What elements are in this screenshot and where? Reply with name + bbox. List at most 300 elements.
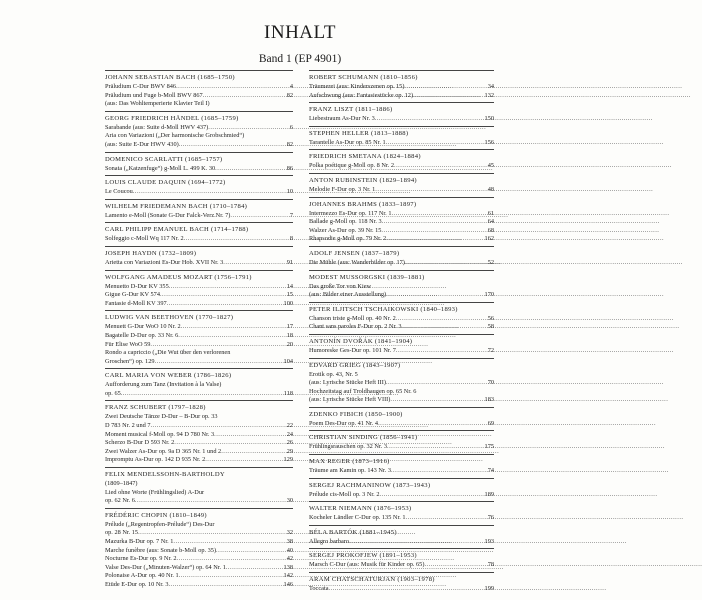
piece-row: [105, 431, 293, 440]
dot-leader: [424, 561, 487, 570]
dot-leader: [406, 514, 488, 523]
page-number: 26: [286, 439, 293, 447]
page-number: 24: [286, 430, 293, 438]
composer-name: CHRISTIAN SINDING (1856–1941): [309, 434, 418, 442]
piece-row: [105, 456, 293, 465]
piece-row: [309, 514, 494, 523]
piece-title: Chant sans paroles F-Dur op. 2 Nr. 3: [309, 323, 402, 331]
piece-title: Chanson triste g-Moll op. 40 Nr. 2: [309, 314, 396, 322]
dot-leader: [155, 358, 284, 367]
piece-title: Zwei Walzer As-Dur op. 9a D 365 Nr. 1 und 2: [105, 447, 222, 455]
piece-row: [105, 381, 293, 390]
composer-entry: [105, 70, 293, 111]
piece-title: Liebestraum As-Dur Nr. 3: [309, 115, 375, 123]
page-number: 8: [289, 235, 293, 243]
dot-leader: [184, 235, 290, 244]
page-number: 78: [487, 561, 494, 569]
composer-entry: [309, 358, 494, 407]
dot-leader: [214, 431, 287, 440]
page-number: 68: [487, 226, 494, 234]
dot-leader: [386, 379, 488, 388]
piece-title: Sarabande (aus: Suite d-Moll HWV 437): [105, 123, 209, 131]
page-number: 138: [283, 563, 293, 571]
piece-row: [105, 124, 293, 133]
composer-name: SERGEJ RACHMANINOW (1873–1943): [309, 481, 431, 489]
piece-row: [309, 291, 494, 300]
composer-name: BÉLA BARTÓK (1881–1945): [309, 528, 397, 536]
toc-right-column: [309, 70, 494, 596]
composer-name: ANTONÍN DVOŘÁK (1841–1904): [309, 337, 413, 345]
piece-row: [105, 83, 293, 92]
composer-name: MAX REGER (1873–1916): [309, 458, 390, 466]
piece-row: [105, 439, 293, 448]
piece-row: [309, 396, 494, 405]
piece-row: [105, 132, 293, 141]
piece-row: [309, 186, 494, 195]
dot-leader: [160, 291, 287, 300]
piece-title: Fantasie d-Moll KV 397: [105, 299, 167, 307]
piece-row: [309, 259, 494, 268]
composer-name: ANTON RUBINSTEIN (1829–1894): [309, 176, 417, 184]
dot-leader: [178, 332, 286, 341]
piece-title: Tarantelle As-Dur op. 85 Nr. 1: [309, 138, 386, 146]
page-number: 129: [283, 456, 293, 464]
piece-row: [105, 422, 293, 431]
composer-name: GEORG FRIEDRICH HÄNDEL (1685–1759): [105, 114, 239, 122]
dot-leader: [391, 467, 488, 476]
composer-entry: [309, 478, 494, 502]
composer-name: EDVARD GRIEG (1843–1907): [309, 361, 401, 369]
piece-row: [309, 283, 494, 292]
dot-leader: [205, 456, 283, 465]
piece-title: Polka poétique g-Moll op. 8 Nr. 2: [309, 162, 395, 170]
piece-row: [309, 115, 494, 124]
piece-title: Kocheler Ländler C-Dur op. 135 Nr. 1: [309, 514, 406, 522]
dot-leader: [167, 300, 284, 309]
page-number: 7: [289, 211, 293, 219]
piece-row: [105, 480, 293, 489]
dot-leader: [396, 315, 488, 324]
composer-entry: [105, 111, 293, 152]
page-number: 70: [487, 379, 494, 387]
piece-title: (aus: Lyrische Stücke Heft III): [309, 379, 386, 387]
piece-row: [309, 83, 494, 92]
composer-entry: [105, 199, 293, 223]
piece-title: (aus: Das Wohltemperierte Klavier Teil I): [105, 100, 210, 108]
page-number: 146: [283, 580, 293, 588]
composer-name: FRÉDÉRIC CHOPIN (1810–1849): [105, 511, 207, 519]
page-number: 10: [286, 188, 293, 196]
piece-title: Zwei Deutsche Tänze D-Dur – B-Dur op. 33: [105, 413, 218, 421]
piece-row: [105, 581, 293, 590]
dot-leader: [387, 443, 485, 452]
piece-row: [105, 283, 293, 292]
piece-row: [105, 212, 293, 221]
dot-leader: [391, 210, 487, 219]
composer-name: FELIX MENDELSSOHN-BARTHOLDY: [105, 471, 225, 479]
composer-entry: [309, 454, 494, 478]
piece-title: Humoreske Ges-Dur op. 101 Nr. 7: [309, 346, 396, 354]
piece-title: Sonata („Katzenfuge“) g-Moll L. 499 K. 30: [105, 164, 216, 172]
page-number: 15: [286, 291, 293, 299]
page-number: 52: [487, 258, 494, 266]
composer-name: SERGEJ PROKOFJEW (1891–1953): [309, 552, 417, 560]
piece-row: [105, 358, 293, 367]
piece-title: Marsch C-Dur (aus: Musik für Kinder op. 65): [309, 561, 425, 569]
dot-leader: [150, 422, 286, 431]
piece-row: [309, 347, 494, 356]
piece-title: Solfeggio c-Moll Wq 117 Nr. 2: [105, 235, 184, 243]
piece-title: (aus: Bilder einer Ausstellung): [309, 291, 387, 299]
piece-title: Präludium und Fuge b-Moll BWV 867: [105, 91, 203, 99]
dot-leader: [230, 212, 289, 221]
page-number: 22: [286, 422, 293, 430]
composer-entry: [309, 525, 494, 549]
composer-entry: [309, 407, 494, 431]
piece-row: [309, 139, 494, 148]
dot-leader: [328, 585, 484, 594]
dot-leader: [150, 341, 286, 350]
dot-leader: [402, 323, 488, 332]
piece-row: [309, 491, 494, 500]
piece-row: [105, 555, 293, 564]
piece-title: Gigue G-Dur KV 574: [105, 291, 160, 299]
piece-row: [309, 443, 494, 452]
composer-entry: [105, 467, 293, 508]
composer-name: LOUIS CLAUDE DAQUIN (1694–1772): [105, 179, 226, 187]
piece-row: [105, 332, 293, 341]
piece-row: [309, 92, 494, 101]
piece-title: Für Elise WoO 59: [105, 340, 151, 348]
piece-row: [105, 349, 293, 358]
piece-title: D 783 Nr. 2 und 7: [105, 422, 151, 430]
piece-title: Walzer As-Dur op. 39 Nr. 15: [309, 226, 382, 234]
composer-name: MODEST MUSSORGSKI (1839–1881): [309, 273, 425, 281]
piece-title: Aufforderung zum Tanz (Invitation à la Valse): [105, 381, 222, 389]
piece-title: Erotik op. 43, Nr. 5: [309, 370, 358, 378]
composer-name: ZDENKO FIBICH (1850–1900): [309, 410, 403, 418]
piece-row: [105, 413, 293, 422]
page-number: 18: [286, 331, 293, 339]
composer-entry: [105, 246, 293, 270]
composer-entry: [309, 302, 494, 334]
composer-entry: [309, 548, 494, 572]
composer-name: PETER ILJITSCH TSCHAIKOWSKI (1840–1893): [309, 305, 458, 313]
piece-row: [309, 210, 494, 219]
composer-name: WALTER NIEMANN (1876–1953): [309, 505, 412, 513]
dot-leader: [413, 92, 484, 101]
piece-title: Mazurka B-Dur op. 7 Nr. 1: [105, 538, 174, 545]
page-title: INHALT: [264, 22, 336, 43]
page-number: 61: [487, 209, 494, 217]
composer-name: FRANZ SCHUBERT (1797–1828): [105, 404, 206, 412]
page-number: 156: [484, 138, 494, 146]
composer-entry: [309, 246, 494, 270]
piece-row: [105, 538, 293, 547]
piece-title: Nocturne Es-Dur op. 9 Nr. 2: [105, 555, 177, 563]
piece-row: [309, 162, 494, 171]
piece-title: Impromptu As-Dur op. 142 D 935 Nr. 2: [105, 456, 206, 464]
piece-title: (1809–1847): [105, 480, 138, 488]
dot-leader: [378, 420, 488, 429]
page-number: 30: [286, 497, 293, 505]
piece-row: [105, 141, 293, 150]
piece-row: [105, 291, 293, 300]
piece-title: op. 62 Nr. 6: [105, 497, 135, 505]
page-number: 58: [487, 323, 494, 331]
dot-leader: [135, 497, 287, 506]
piece-title: Prélude cis-Moll op. 3 Nr. 2: [309, 490, 380, 498]
piece-row: [105, 390, 293, 399]
piece-title: Etüde E-Dur op. 10 Nr. 3: [105, 580, 169, 588]
composer-name: WOLFGANG AMADEUS MOZART (1756–1791): [105, 273, 252, 281]
page-number: 14: [286, 282, 293, 290]
page-number: 142: [283, 572, 293, 580]
composer-name: JOHANN SEBASTIAN BACH (1685–1750): [105, 74, 235, 81]
composer-name: STEPHEN HELLER (1813–1888): [309, 129, 409, 137]
page-number: 20: [286, 340, 293, 348]
piece-title: Valse Des-Dur („Minuten-Walzer“) op. 64 Nr. 1: [105, 563, 226, 571]
page-number: 45: [487, 162, 494, 170]
piece-row: [105, 572, 293, 581]
composer-entry: [105, 152, 293, 176]
dot-leader: [382, 218, 488, 227]
dot-leader: [133, 188, 287, 197]
piece-title: Poem Des-Dur op. 41 Nr. 4: [309, 419, 379, 427]
dot-leader: [394, 162, 488, 171]
piece-row: [309, 218, 494, 227]
page-number: 32: [286, 529, 293, 537]
piece-row: [309, 379, 494, 388]
composer-entry: [309, 173, 494, 197]
piece-row: [309, 467, 494, 476]
piece-row: [309, 538, 494, 547]
composer-entry: [105, 175, 293, 199]
piece-title: Lied ohne Worte (Frühlingslied) A-Dur: [105, 488, 205, 496]
dot-leader: [121, 390, 284, 399]
page-subtitle: Band 1 (EP 4901): [258, 53, 342, 65]
piece-title: Aria con Variazioni („Der harmonische Grobschmied“): [105, 132, 245, 140]
piece-title: op. 28 Nr. 15: [105, 529, 139, 537]
piece-title: Ballade g-Moll op. 118 Nr. 3: [309, 218, 382, 226]
piece-title: (aus: Lyrische Stücke Heft VIII): [309, 396, 391, 404]
page-number: 175: [484, 443, 494, 451]
piece-row: [105, 235, 293, 244]
dot-leader: [404, 83, 487, 92]
dot-leader: [379, 491, 484, 500]
piece-row: [309, 315, 494, 324]
piece-title: Arietta con Variazioni Es-Dur Hob. XVII Nr. 3: [105, 258, 224, 266]
dot-leader: [177, 555, 287, 564]
page-number: 183: [484, 396, 494, 404]
piece-title: (aus: Suite E-Dur HWV 430): [105, 140, 179, 148]
page-number: 6: [289, 123, 293, 131]
piece-title: Die Mühle (aus: Wanderbilder op. 17): [309, 258, 405, 266]
dot-leader: [381, 227, 487, 236]
composer-entry: [309, 102, 494, 126]
piece-title: Aufschwung (aus: Fantasiestücke op. 12): [309, 91, 414, 99]
piece-title: Intermezzo Es-Dur op. 117 Nr. 1: [309, 209, 392, 217]
dot-leader: [221, 448, 287, 457]
dot-leader: [181, 323, 287, 332]
toc-left-column: [105, 70, 293, 592]
page-number: 42: [286, 555, 293, 563]
page-number: 189: [484, 490, 494, 498]
piece-title: Rondo a capriccio („Die Wut über den verlorenen: [105, 349, 231, 357]
page-number: 82: [286, 140, 293, 148]
piece-row: [105, 92, 293, 101]
page-number: 132: [484, 91, 494, 99]
piece-row: [105, 529, 293, 538]
dot-leader: [375, 115, 485, 124]
piece-row: [309, 561, 494, 570]
page-number: 162: [484, 235, 494, 243]
piece-title: Polonaise A-Dur op. 40 Nr. 1: [105, 572, 179, 580]
piece-row: [105, 497, 293, 506]
composer-name: ADOLF JENSEN (1837–1879): [309, 249, 400, 257]
dot-leader: [405, 259, 488, 268]
composer-entry: [309, 572, 494, 596]
page-number: 29: [286, 447, 293, 455]
page-number: 199: [484, 585, 494, 593]
dot-leader: [168, 581, 283, 590]
composer-name: DOMENICO SCARLATTI (1685–1757): [105, 155, 223, 163]
dot-leader: [390, 396, 484, 405]
dot-leader: [208, 124, 290, 133]
piece-title: Rhapsodie g-Moll op. 79 Nr. 2: [309, 235, 387, 243]
dot-leader: [349, 538, 485, 547]
piece-title: Träume am Kamin op. 143 Nr. 3: [309, 467, 391, 475]
composer-entry: [309, 70, 494, 102]
piece-title: Bagatelle D-Dur op. 33 Nr. 6: [105, 331, 179, 339]
composer-entry: [309, 501, 494, 525]
piece-title: Marche funèbre (aus: Sonate b-Moll op. 35): [105, 546, 217, 554]
piece-title: Hochzeitstag auf Troldhaugen op. 65 Nr. 6: [309, 387, 417, 395]
piece-title: Le Coucou: [105, 188, 133, 196]
piece-title: Melodie F-Dur op. 3 Nr. 1: [309, 185, 376, 193]
dot-leader: [138, 529, 287, 538]
page-number: 40: [286, 546, 293, 554]
page-number: 193: [484, 537, 494, 545]
composer-entry: [105, 508, 293, 592]
dot-leader: [174, 439, 286, 448]
composer-name: ARAM CHATSCHATURJAN (1903–1978): [309, 576, 435, 584]
piece-title: Präludium C-Dur BWV 846: [105, 83, 177, 90]
piece-title: op. 65: [105, 389, 121, 397]
dot-leader: [179, 572, 284, 581]
composer-entry: [309, 334, 494, 358]
composer-entry: [105, 310, 293, 368]
page-number: 56: [487, 314, 494, 322]
page-number: 86: [286, 164, 293, 172]
piece-row: [309, 388, 494, 397]
piece-row: [105, 564, 293, 573]
piece-title: Das große Tor von Kiew: [309, 282, 372, 290]
page-number: 64: [487, 218, 494, 226]
piece-title: Menuett G-Dur WoO 10 Nr. 2: [105, 323, 181, 331]
piece-title: Träumerei (aus: Kinderszenen op. 15): [309, 83, 405, 90]
dot-leader: [216, 547, 287, 556]
piece-title: Frühlingsrauschen op. 32 Nr. 3: [309, 443, 388, 451]
dot-leader: [386, 139, 485, 148]
page-number: 91: [286, 258, 293, 266]
dot-leader: [226, 564, 284, 573]
page-number: 17: [286, 323, 293, 331]
piece-row: [309, 323, 494, 332]
composer-entry: [309, 149, 494, 173]
page-number: 170: [484, 291, 494, 299]
composer-entry: [309, 270, 494, 302]
page-number: 118: [283, 389, 293, 397]
dot-leader: [179, 141, 287, 150]
composer-entry: [105, 270, 293, 311]
piece-row: [309, 235, 494, 244]
piece-row: [309, 227, 494, 236]
page-number: 69: [487, 419, 494, 427]
piece-row: [309, 420, 494, 429]
piece-row: [105, 259, 293, 268]
composer-name: FRIEDRICH SMETANA (1824–1884): [309, 153, 421, 161]
composer-name: LUDWIG VAN BEETHOVEN (1770–1827): [105, 314, 234, 322]
piece-row: [309, 371, 494, 380]
dot-leader: [169, 283, 287, 292]
piece-row: [105, 300, 293, 309]
composer-name: ROBERT SCHUMANN (1810–1856): [309, 74, 418, 81]
dot-leader: [223, 259, 286, 268]
page-number: 82: [286, 91, 293, 99]
composer-entry: [105, 400, 293, 467]
page-number: 72: [487, 346, 494, 354]
piece-row: [105, 521, 293, 530]
composer-entry: [309, 197, 494, 246]
composer-name: CARL MARIA VON WEBER (1786–1826): [105, 372, 232, 380]
piece-title: Allegro barbaro: [309, 537, 350, 545]
piece-row: [105, 188, 293, 197]
page-number: 38: [286, 538, 293, 545]
piece-row: [105, 165, 293, 174]
composer-name: WILHELM FRIEDEMANN BACH (1710–1784): [105, 202, 248, 210]
piece-title: Groschen“) op. 129: [105, 357, 155, 365]
piece-title: Prélude („Regentropfen-Prélude“) Des-Dur: [105, 520, 215, 528]
page-number: 4: [289, 83, 293, 90]
composer-entry: [105, 368, 293, 400]
piece-row: [105, 100, 293, 109]
dot-leader: [396, 347, 488, 356]
page-number: 34: [487, 83, 494, 90]
piece-title: Toccata: [309, 585, 329, 593]
piece-row: [105, 448, 293, 457]
piece-row: [309, 585, 494, 594]
piece-row: [105, 323, 293, 332]
piece-title: Moment musical f-Moll op. 94 D 780 Nr. 3: [105, 430, 215, 438]
composer-name: FRANZ LISZT (1811–1886): [309, 106, 393, 114]
page-number: 74: [487, 467, 494, 475]
composer-entry: [309, 126, 494, 150]
page-number: 150: [484, 115, 494, 123]
page-number: 76: [487, 514, 494, 522]
page-number: 104: [283, 357, 293, 365]
piece-title: Menuetto D-Dur KV 355: [105, 282, 169, 290]
composer-entry: [105, 222, 293, 246]
dot-leader: [203, 92, 287, 101]
page-number: 48: [487, 185, 494, 193]
composer-name: CARL PHILIPP EMANUEL BACH (1714–1788): [105, 226, 249, 234]
piece-title: Lamento e-Moll (Sonate G-Dur Falck-Verz.Nr. 7): [105, 211, 231, 219]
dot-leader: [176, 83, 290, 92]
dot-leader: [375, 186, 487, 195]
composer-name: JOSEPH HAYDN (1732–1809): [105, 249, 197, 257]
composer-name: JOHANNES BRAHMS (1833–1897): [309, 200, 417, 208]
